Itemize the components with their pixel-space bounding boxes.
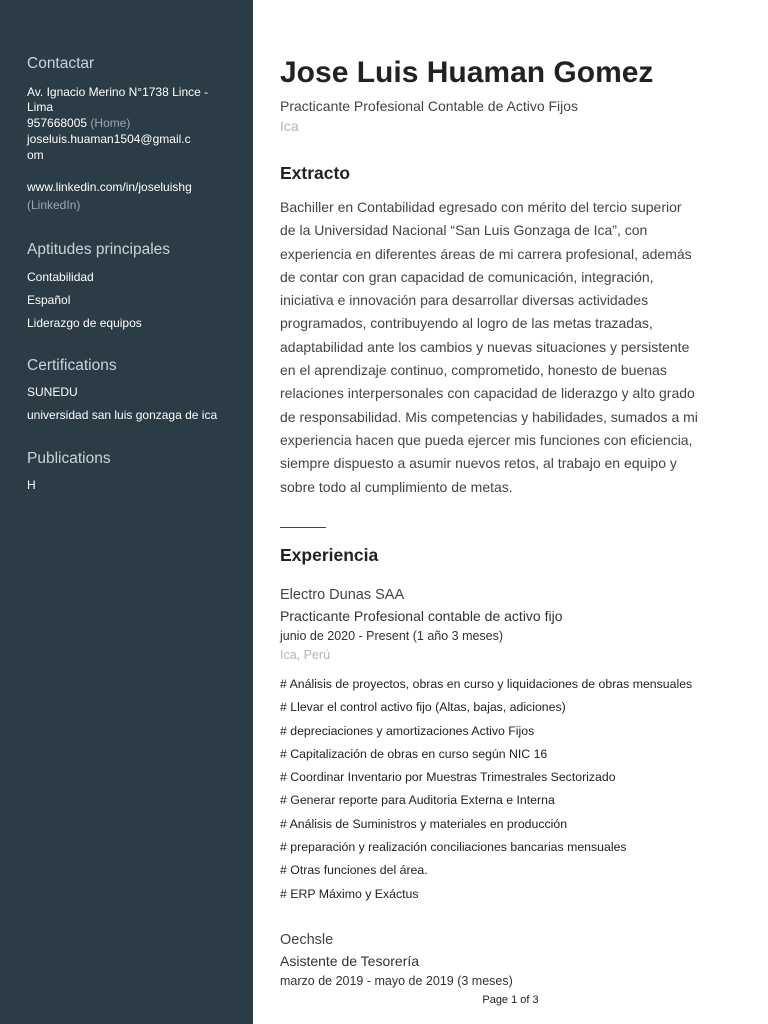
phone-type: (Home): [90, 116, 131, 130]
address-line-2: Lima: [27, 100, 54, 114]
skill-item: Liderazgo de equipos: [27, 316, 142, 330]
summary-line: programados, contribuyendo al logro de las metas trazadas,: [280, 315, 653, 332]
sidebar: [0, 0, 253, 1024]
job-duty: # preparación y realización conciliaciones bancarias mensuales: [280, 840, 627, 855]
summary-line: experiencia hacen que pueda ejercer mis funciones con eficiencia,: [280, 431, 693, 448]
job-dates: junio de 2020 - Present (1 año 3 meses): [280, 629, 504, 643]
skill-item: Contabilidad: [27, 270, 94, 284]
summary-text: [280, 196, 740, 499]
summary-line: experiencia en diferentes áreas de mi carrera profesional, además: [280, 245, 692, 262]
job-duty: # ERP Máximo y Exáctus: [280, 886, 419, 901]
profile-name: Jose Luis Huaman Gomez: [280, 56, 654, 89]
summary-line: de contar con gran capacidad de comunicación, integración,: [280, 268, 654, 285]
main-content: [253, 0, 768, 1024]
skills-heading: Aptitudes principales: [27, 241, 171, 258]
summary-line: adaptabilidad ante los cambios y nuevas situaciones y persistente: [280, 338, 690, 355]
job-duty: # Capitalización de obras en curso según NIC 16: [280, 746, 548, 761]
job-duty: # Otras funciones del área.: [280, 863, 428, 878]
publication-item: H: [27, 478, 36, 492]
experience-title: Experiencia: [280, 545, 379, 565]
summary-line: sobre todo al cumplimiento de metas.: [280, 478, 513, 495]
job-company: Electro Dunas SAA: [280, 587, 405, 603]
publications-heading: Publications: [27, 450, 111, 467]
job-role: Asistente de Tesorería: [280, 953, 420, 969]
job-company: Oechsle: [280, 932, 334, 948]
summary-line: siempre dispuesto a asumir nuevos retos, al trabajo en equipo y: [280, 455, 677, 472]
job-location: Ica, Perú: [280, 648, 331, 662]
summary-title: Extracto: [280, 163, 351, 183]
job-duty: # depreciaciones y amortizaciones Activo Fijos: [280, 723, 535, 738]
linkedin-link[interactable]: www.linkedin.com/in/joseluishg: [27, 180, 192, 194]
phone-number: 957668005: [27, 116, 88, 130]
job-duty: # Coordinar Inventario por Muestras Trimestrales Sectorizado: [280, 770, 616, 785]
job-dates: marzo de 2019 - mayo de 2019 (3 meses): [280, 974, 513, 988]
email-line-1[interactable]: joseluis.huaman1504@gmail.c: [27, 132, 191, 146]
contact-heading: Contactar: [27, 55, 95, 72]
address-line-1: Av. Ignacio Merino N°1738 Lince -: [27, 85, 209, 99]
summary-line: Bachiller en Contabilidad egresado con mérito del tercio superior: [280, 199, 682, 215]
certifications-heading: Certifications: [27, 357, 117, 374]
profile-location: Ica: [280, 118, 299, 134]
phone-line: [27, 115, 130, 132]
job-duty: # Análisis de proyectos, obras en curso y liquidaciones de obras mensuales: [280, 677, 693, 691]
job-duty: # Análisis de Suministros y materiales en producción: [280, 816, 568, 831]
profile-headline: Practicante Profesional Contable de Activo Fijos: [280, 98, 579, 114]
summary-line: de la Universidad Nacional “San Luis Gonzaga de Ica”, con: [280, 222, 648, 239]
linkedin-label: (LinkedIn): [27, 198, 81, 212]
job-duty: # Llevar el control activo fijo (Altas, bajas, adiciones): [280, 700, 566, 715]
summary-line: en el aprendizaje continuo, comprometido, honesto de buenas: [280, 362, 667, 379]
email-line-2[interactable]: om: [27, 148, 44, 162]
page-number: Page 1 of 3: [482, 994, 539, 1006]
summary-line: iniciativa e innovación para desarrollar diversas actividades: [280, 292, 649, 309]
certification-item: SUNEDU: [27, 385, 78, 399]
summary-line: relaciones interpersonales con capacidad de liderazgo y alto grado: [280, 385, 695, 402]
section-divider: [280, 527, 326, 528]
job-duties-list: [280, 674, 692, 907]
skill-item: Español: [27, 293, 71, 307]
job-role: Practicante Profesional contable de activo fijo: [280, 608, 563, 624]
summary-line: de responsabilidad. Mis competencias y habilidades, sumados a mi: [280, 408, 698, 425]
job-duty: # Generar reporte para Auditoria Externa e Interna: [280, 793, 555, 808]
certification-item: universidad san luis gonzaga de ica: [27, 408, 218, 422]
